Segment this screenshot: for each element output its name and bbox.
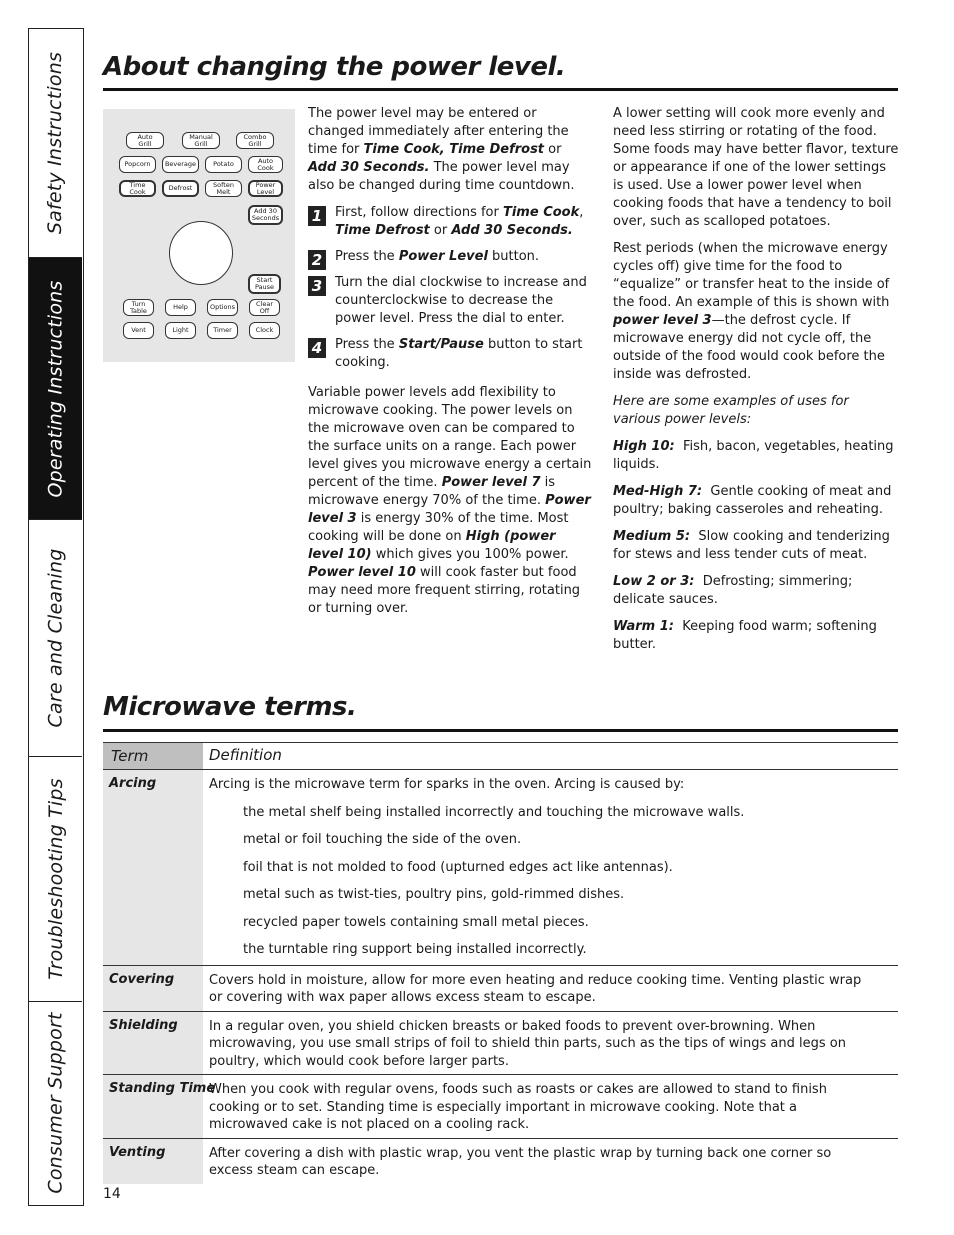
key-add-30-seconds: Add 30 Seconds [248, 205, 283, 225]
example-high: High 10: Fish, bacon, vegetables, heating liquids. [613, 439, 894, 472]
example-low: Low 2 or 3: Defrosting; simmering; delicate sauces. [613, 574, 853, 607]
section-rule [103, 729, 898, 732]
term-cell: Shielding [103, 1012, 203, 1075]
definition-cell: When you cook with regular ovens, foods such as roasts or cakes are allowed to stand to finish cooking or to set. Standing time is especially important in microwave cooking. Note that a microwaved cake is not placed on a cooling rack. [209, 1082, 827, 1132]
step-4: 4 Press the Start/Pause button to start cooking. [308, 336, 593, 372]
step-3: 3 Turn the dial clockwise to increase and counterclockwise to decrease the power level. Press the dial to enter. [308, 274, 593, 328]
key-time-cook: Time Cook [119, 180, 156, 197]
key-soften-melt: Soften Melt [205, 180, 242, 197]
power-level-instructions [308, 105, 593, 627]
control-panel-illustration [103, 109, 295, 362]
intro-paragraph: The power level may be entered or changed immediately after entering the time for Time Cook, Time Defrost or Add 30 Seconds. The power level may also be changed during time countdown. [308, 106, 575, 193]
variable-power-paragraph: Variable power levels add flexibility to microwave cooking. The power levels on the microwave oven can be compared to the surface units on a range. Each power level gives you microwave energy a certain percent of the time. Power level 7 is microwave energy 70% of the time. Power level 3 is energy 30% of the time. Most cooking will be done on High (power level 10) which gives you 100% power. Power level 10 will cook faster but food may need more frequent stirring, rotating or turning over. [308, 385, 592, 616]
table-row [103, 770, 898, 966]
key-manual-grill: Manual Grill [182, 132, 220, 149]
step-2: 2 Press the Power Level button. [308, 248, 593, 266]
term-cell: Standing Time [103, 1075, 203, 1138]
tab-label: Care and Cleaning [44, 548, 67, 728]
key-power-level: Power Level [248, 180, 283, 197]
page-title: About changing the power level. [103, 52, 566, 82]
tab-troubleshooting-tips[interactable] [29, 757, 82, 1002]
step-number: 2 [308, 250, 326, 270]
examples-intro: Here are some examples of uses for various power levels: [613, 394, 849, 427]
table-row [103, 1012, 898, 1076]
page-number: 14 [103, 1186, 121, 1202]
tab-care-and-cleaning[interactable] [29, 520, 82, 757]
lower-setting-paragraph: A lower setting will cook more evenly and need less stirring or rotating of the food. Some foods may have better flavor, texture or appearance if one of the lower settings is used. Use a lower power level when cooking foods that have a tendency to boil over, such as scalloped potatoes. [613, 106, 899, 229]
key-popcorn: Popcorn [119, 156, 156, 173]
definition-cell: Covers hold in moisture, allow for more even heating and reduce cooking time. Venting plastic wrap or covering with wax paper allows excess steam to escape. [209, 972, 862, 1005]
tab-label: Safety Instructions [44, 51, 67, 235]
step-number: 3 [308, 276, 326, 296]
key-light: Light [165, 322, 196, 339]
section-sidebar [28, 28, 84, 1206]
definition-cell: In a regular oven, you shield chicken breasts or baked foods to prevent over-browning. When microwaving, you use small strips of foil to shield thin parts, such as the tips of wings and legs on poultry, which would cook before larger parts. [209, 1018, 846, 1069]
term-cell: Venting [103, 1139, 203, 1184]
control-dial [169, 221, 233, 285]
key-potato: Potato [205, 156, 242, 173]
cause-item: the metal shelf being installed incorrectly and touching the microwave walls. [243, 804, 745, 820]
definition-cell: After covering a dish with plastic wrap, you vent the plastic wrap by turning back one corner so excess steam can escape. [209, 1145, 832, 1178]
table-row [103, 1139, 898, 1184]
key-defrost: Defrost [162, 180, 199, 197]
key-help: Help [165, 299, 196, 316]
tab-label: Operating Instructions [44, 279, 67, 498]
section-title: Microwave terms. [103, 692, 357, 722]
key-start-pause: Start Pause [248, 274, 281, 294]
key-auto-grill: Auto Grill [126, 132, 164, 149]
definition-cell: Arcing is the microwave term for sparks in the oven. Arcing is caused by: the metal shelf being installed incorrectly and touching the microwave walls. metal or foil touching the side of the oven. foil that is not molded to food (upturned edges act like antennas). metal such as twist-ties, poultry pins, gold-rimmed dishes. recycled paper towels containing small metal pieces. the turntable ring support being installed incorrectly. [203, 770, 898, 965]
example-warm: Warm 1: Keeping food warm; softening butter. [613, 619, 877, 652]
cause-item: metal such as twist-ties, poultry pins, gold-rimmed dishes. [243, 887, 625, 902]
title-rule [103, 88, 898, 91]
step-1: 1 First, follow directions for Time Cook, Time Defrost or Add 30 Seconds. [308, 204, 593, 240]
tab-label: Consumer Support [44, 1012, 67, 1194]
key-clock: Clock [249, 322, 280, 339]
key-clear-off: Clear Off [249, 299, 280, 316]
header-term: Term [103, 743, 203, 769]
key-turn-table: Turn Table [123, 299, 154, 316]
table-row [103, 1075, 898, 1139]
tab-operating-instructions[interactable] [29, 258, 82, 520]
rest-periods-paragraph: Rest periods (when the microwave energy cycles off) give time for the food to “equalize” or transfer heat to the inside of the food. An example of this is shown with power level 3—the defrost cycle. If microwave energy did not cycle off, the outside of the food would cook before the inside was defrosted. [613, 241, 890, 382]
key-beverage: Beverage [162, 156, 199, 173]
key-auto-cook: Auto Cook [248, 156, 283, 173]
key-timer: Timer [207, 322, 238, 339]
power-level-notes [613, 105, 900, 663]
term-cell: Arcing [103, 770, 203, 965]
cause-item: recycled paper towels containing small metal pieces. [243, 914, 589, 930]
tab-safety-instructions[interactable] [29, 29, 82, 258]
tab-consumer-support[interactable] [29, 1002, 82, 1204]
terms-table [103, 742, 898, 1184]
key-vent: Vent [123, 322, 154, 339]
example-medium: Medium 5: Slow cooking and tenderizing for stews and less tender cuts of meat. [613, 529, 890, 562]
example-med-high: Med-High 7: Gentle cooking of meat and poultry; baking casseroles and reheating. [613, 484, 892, 517]
cause-item: the turntable ring support being installed incorrectly. [243, 942, 587, 957]
term-cell: Covering [103, 966, 203, 1011]
header-definition: Definition [209, 746, 282, 764]
tab-label: Troubleshooting Tips [44, 778, 67, 980]
step-number: 1 [308, 206, 326, 226]
cause-item: metal or foil touching the side of the oven. [243, 832, 522, 847]
key-options: Options [207, 299, 238, 316]
table-row [103, 966, 898, 1012]
table-header [103, 743, 898, 770]
cause-item: foil that is not molded to food (upturned edges act like antennas). [243, 859, 673, 875]
key-combo-grill: Combo Grill [236, 132, 274, 149]
step-number: 4 [308, 338, 326, 358]
